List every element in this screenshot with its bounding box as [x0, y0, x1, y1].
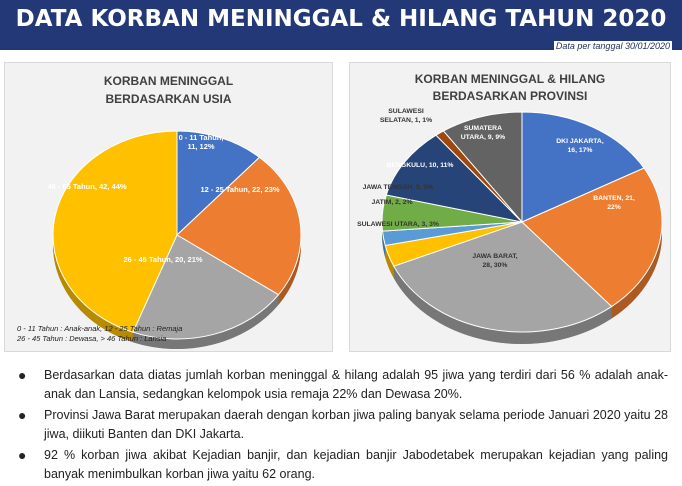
bullet-icon: ● [18, 446, 26, 465]
bullet-icon: ● [18, 366, 26, 385]
pie-data-label: BANTEN, 21, 22% [593, 195, 635, 211]
summary-item [18, 366, 668, 404]
summary-text: Berdasarkan data diatas jumlah korban meninggal & hilang adalah 95 jiwa yang terdiri dari 56 % adalah anak-anak dan Lansia, sedangkan kelompok usia remaja 22% dan Dewasa 20%. [44, 368, 668, 401]
summary-item [18, 446, 668, 484]
bullet-icon: ● [18, 406, 26, 425]
age-legend-line2: 26 - 45 Tahun : Dewasa, > 46 Tahun : Lansia [17, 334, 182, 344]
pie-data-label: BENGKULU, 10, 11% [387, 162, 454, 169]
pie-data-label: SULAWESI SELATAN, 1, 1% [380, 108, 432, 124]
summary-text: 92 % korban jiwa akibat Kejadian banjir, dan kejadian banjir Jabodetabek merupakan kejadian yang paling banyak menimbulkan korban jiwa yaitu 62 orang. [44, 448, 668, 481]
pie-chart-age [5, 63, 332, 351]
pie-data-label: 0 - 11 Tahun, 11, 12% [179, 133, 224, 151]
chart-panel-age [4, 62, 333, 352]
age-legend-note [17, 324, 182, 344]
pie-data-label: JAWA TENGAH, 5, 5% [363, 184, 434, 191]
chart-panel-province [349, 62, 671, 352]
pie-chart-province [350, 63, 670, 351]
summary-text: Provinsi Jawa Barat merupakan daerah dengan korban jiwa paling banyak selama periode Januari 2020 yaitu 28 jiwa, diikuti Banten dan DKI Jakarta. [44, 408, 668, 441]
pie-data-label: 46 - 65 Tahun, 42, 44% [47, 182, 126, 191]
pie-data-label: SUMATERA UTARA, 9, 9% [461, 125, 505, 141]
pie-data-label: JAWA BARAT, 28, 30% [472, 253, 517, 269]
pie-data-label: SULAWESI UTARA, 3, 3% [357, 221, 439, 228]
pie-data-label: 12 - 25 Tahun, 22, 23% [200, 185, 279, 194]
page-title: DATA KORBAN MENINGGAL & HILANG TAHUN 2020 [0, 6, 682, 32]
date-note: Data per tanggal 30/01/2020 [554, 41, 672, 51]
summary-item [18, 406, 668, 444]
chart-title-line1: KORBAN MENINGGAL [5, 73, 332, 90]
chart-title-line2: BERDASARKAN USIA [5, 91, 332, 108]
chart-title-line2: BERDASARKAN PROVINSI [350, 88, 670, 105]
age-legend-line1: 0 - 11 Tahun : Anak-anak, 12 - 25 Tahun : Remaja [17, 324, 182, 334]
header-banner [0, 0, 682, 50]
pie-data-label: 26 - 45 Tahun, 20, 21% [123, 255, 202, 264]
pie-data-label: JATIM, 2, 2% [371, 199, 412, 206]
chart-title-line1: KORBAN MENINGGAL & HILANG [350, 71, 670, 88]
summary-list [18, 366, 668, 486]
pie-data-label: DKI JAKARTA, 16, 17% [556, 138, 604, 154]
